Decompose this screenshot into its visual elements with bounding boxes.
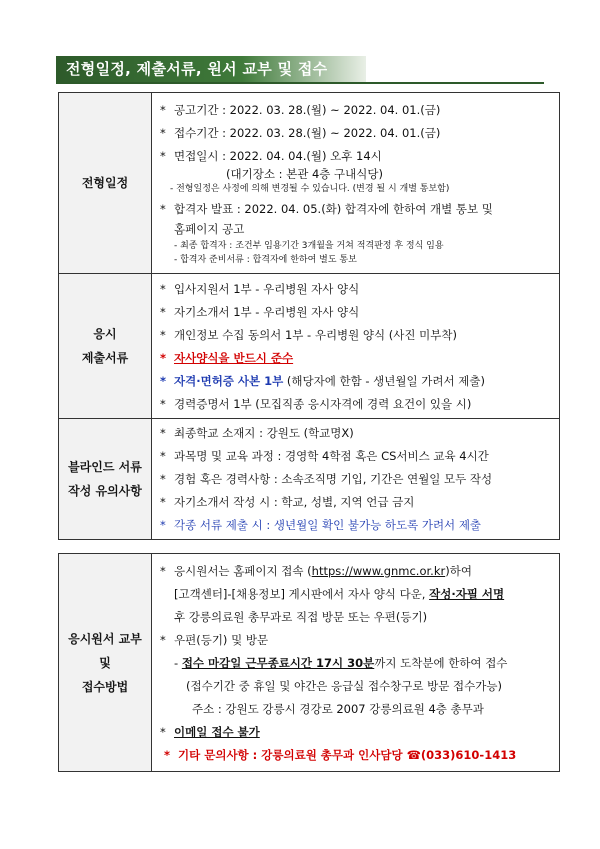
contact-info: 기타 문의사항 : 강릉의료원 총무과 인사담당 ☎(033)610-1413 bbox=[178, 747, 517, 762]
blind-item: 경험 혹은 경력사항 : 소속조직명 기입, 기간은 연월일 모두 작성 bbox=[174, 472, 493, 486]
blind-item: 자기소개서 작성 시 : 학교, 성별, 지역 언급 금지 bbox=[174, 495, 415, 509]
method-table bbox=[58, 553, 560, 772]
doc-emphasis: 자사양식을 반드시 준수 bbox=[174, 350, 294, 365]
method-head: 응시원서 교부 및 접수방법 bbox=[59, 554, 152, 772]
sign-requirement: 작성·자필 서명 bbox=[429, 586, 505, 601]
mail-visit: 우편(등기) 및 방문 bbox=[174, 632, 269, 647]
info-table bbox=[58, 92, 560, 540]
homepage-link[interactable]: https://www.gnmc.or.kr bbox=[311, 563, 446, 578]
no-email: 이메일 접수 불가 bbox=[174, 724, 260, 739]
section-title: 전형일정, 제출서류, 원서 교부 및 접수 bbox=[56, 56, 366, 82]
doc-item: 자기소개서 1부 - 우리병원 자사 양식 bbox=[174, 304, 360, 319]
docs-row bbox=[59, 274, 560, 419]
notice-period: 공고기간 : 2022. 03. 28.(월) ~ 2022. 04. 01.(금) bbox=[174, 102, 441, 117]
method-body: * 응시원서는 홈페이지 접속 (https://www.gnmc.or.kr)하여 [고객센터]-[채용정보] 게시판에서 자사 양식 다운, 작성·자필 서명 후 강릉의료원 총무과로 직접 방문 또는 우편(등기) * 우편(등기) 및 방문 - 접수 마감일 근무종료시간 17시 30분까지 도착분에 한하여 접수 (접수기간 중 휴일 및 야간은 응급실 접수창구로 방문 접수가능) 주소 : 강원도 강릉시 경강로 2007 강릉의료원 4층 총무과 * 이메일 접수 불가 * 기타 문의사항 : 강릉의료원 총무과 인사담당 ☎(033)610-1413 bbox=[152, 554, 560, 772]
title-underline bbox=[56, 82, 544, 84]
result-note-docs: - 합격자 준비서류 : 합격자에 한하여 별도 통보 bbox=[174, 254, 357, 265]
address: 주소 : 강원도 강릉시 경강로 2007 강릉의료원 4층 총무과 bbox=[192, 701, 484, 716]
interview-note: - 전형일정은 사정에 의해 변경될 수 있습니다. (변경 될 시 개별 통보함) bbox=[170, 183, 450, 194]
blind-row bbox=[59, 419, 560, 540]
career-cert: 경력증명서 1부 (모집직종 응시자격에 경력 요건이 있을 시) bbox=[174, 396, 472, 411]
doc-item: 입사지원서 1부 - 우리병원 자사 양식 bbox=[174, 281, 360, 296]
interview-date: 면접일시 : 2022. 04. 04.(월) 오후 14시 bbox=[174, 148, 382, 163]
schedule-row bbox=[59, 93, 560, 274]
docs-head: 응시 제출서류 bbox=[59, 274, 152, 419]
holiday-note: (접수기간 중 휴일 및 야간은 응급실 접수창구로 방문 접수가능) bbox=[186, 678, 502, 693]
interview-place: (대기장소 : 본관 4층 구내식당) bbox=[226, 166, 383, 181]
license-note: (해당자에 한함 - 생년월일 가려서 제출) bbox=[283, 373, 485, 388]
blind-item: 최종학교 소재지 : 강원도 (학교명X) bbox=[174, 426, 354, 440]
blind-body: * 최종학교 소재지 : 강원도 (학교명X) * 과목명 및 교육 과정 : 경영학 4학점 혹은 CS서비스 교육 4시간 * 경험 혹은 경력사항 : 소속조직명 기입, 기간은 연월일 모두 작성 * 자기소개서 작성 시 : 학교, 성별, 지역 언급 금지 * 각종 서류 제출 시 : 생년월일 확인 불가능 하도록 가려서 제출 bbox=[152, 419, 560, 540]
docs-body: * 입사지원서 1부 - 우리병원 자사 양식 * 자기소개서 1부 - 우리병원 자사 양식 * 개인정보 수집 동의서 1부 - 우리병원 양식 (사진 미부착) * 자사양식을 반드시 준수 * 자격·면허증 사본 1부 (해당자에 한함 - 생년월일 가려서 제출) * 경력증명서 1부 (모집직종 응시자격에 경력 요건이 있을 시) bbox=[152, 274, 560, 419]
doc-item: 개인정보 수집 동의서 1부 - 우리병원 양식 (사진 미부착) bbox=[174, 327, 457, 342]
license-copy: 자격·면허증 사본 1부 bbox=[174, 373, 284, 388]
blind-warning: 각종 서류 제출 시 : 생년월일 확인 불가능 하도록 가려서 제출 bbox=[174, 518, 482, 532]
deadline: 접수 마감일 근무종료시간 17시 30분 bbox=[181, 655, 375, 670]
result-note-final: - 최종 합격자 : 조건부 임용기간 3개월을 거쳐 적격판정 후 정식 임용 bbox=[174, 240, 444, 251]
result-announce-cont: 홈페이지 공고 bbox=[174, 221, 245, 236]
schedule-head: 전형일정 bbox=[59, 93, 152, 274]
blind-head: 블라인드 서류 작성 유의사항 bbox=[59, 419, 152, 540]
submit-destination: 후 강릉의료원 총무과로 직접 방문 또는 우편(등기) bbox=[174, 609, 428, 624]
apply-period: 접수기간 : 2022. 03. 28.(월) ~ 2022. 04. 01.(금) bbox=[174, 125, 441, 140]
blind-item: 과목명 및 교육 과정 : 경영학 4학점 혹은 CS서비스 교육 4시간 bbox=[174, 449, 489, 463]
method-row bbox=[59, 554, 560, 772]
result-announce: 합격자 발표 : 2022. 04. 05.(화) 합격자에 한하여 개별 통보 및 bbox=[174, 201, 493, 216]
schedule-body: * 공고기간 : 2022. 03. 28.(월) ~ 2022. 04. 01.(금) * 접수기간 : 2022. 03. 28.(월) ~ 2022. 04. 01.(금) * 면접일시 : 2022. 04. 04.(월) 오후 14시 (대기장소 : 본관 4층 구내식당) - 전형일정은 사정에 의해 변경될 수 있습니다. (변경 될 시 개별 통보함) * 합격자 발표 : 2022. 04. 05.(화) 합격자에 한하여 개별 통보 및 홈페이지 공고 - 최종 합격자 : 조건부 임용기간 3개월을 거쳐 적격판정 후 정식 임용 - 합격자 준비서류 : 합격자에 한하여 별도 통보 bbox=[152, 93, 560, 274]
